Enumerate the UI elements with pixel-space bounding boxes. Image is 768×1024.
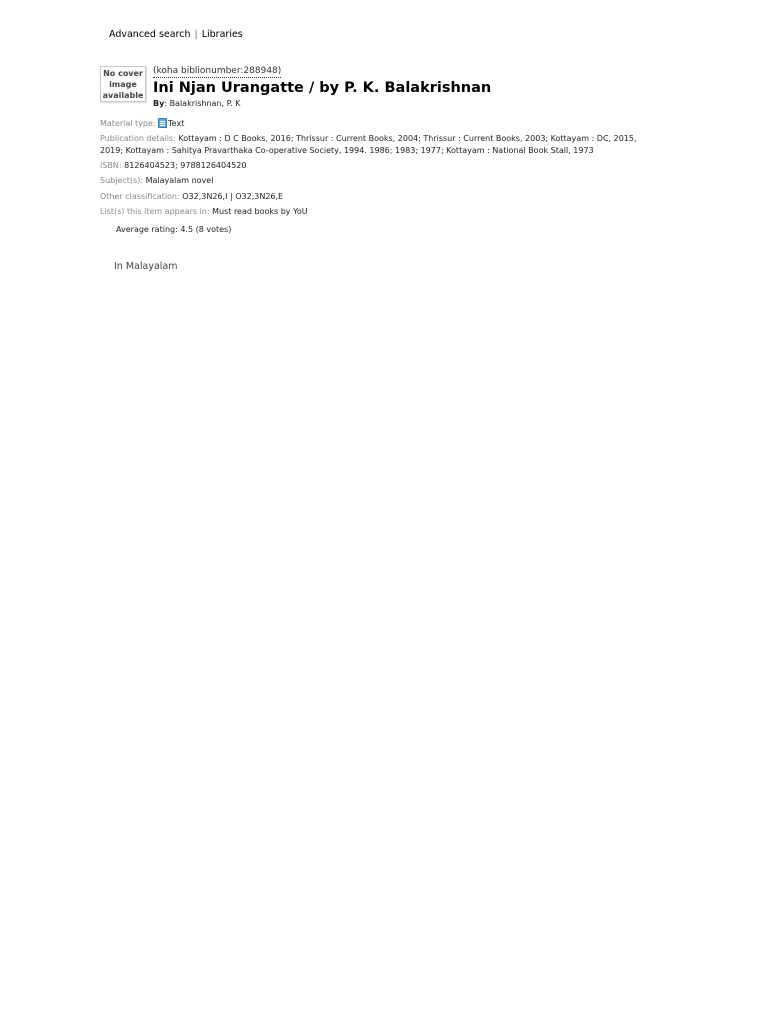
author-link[interactable]: Balakrishnan, P. K xyxy=(169,99,241,108)
author-line: By: Balakrishnan, P. K xyxy=(153,99,241,108)
other-classification-label: Other classification: xyxy=(100,192,180,201)
lists-label: List(s) this item appears in: xyxy=(100,207,210,216)
isbn-field xyxy=(100,160,246,172)
isbn-label: ISBN: xyxy=(100,161,122,170)
language-note: In Malayalam xyxy=(114,261,178,272)
no-cover-image-placeholder: No cover image available xyxy=(100,66,146,102)
libraries-link[interactable]: Libraries xyxy=(201,29,243,40)
subject-link[interactable]: Malayalam novel xyxy=(145,176,214,185)
publication-details-value: Kottayam : D C Books, 2016; Thrissur : Current Books, 2004; Thrissur : Current Books, 2003; Kottayam : DC, 2015, 2019; Kottayam : Sahitya Pravarthaka Co-operative Society, 1994. 1986; 1983; 1977; Kottayam : National Book Stall, 1973 xyxy=(100,134,637,155)
subjects-field xyxy=(100,175,213,187)
material-type-value: Text xyxy=(168,119,185,128)
material-type-label: Material type: xyxy=(100,119,156,128)
average-rating: Average rating: 4.5 (8 votes) xyxy=(116,225,232,234)
other-classification-separator: | xyxy=(229,192,233,201)
other-classification-field xyxy=(100,191,283,203)
record-title: Ini Njan Urangatte / by P. K. Balakrishnan xyxy=(153,80,492,96)
lists-field xyxy=(100,206,308,218)
publication-details-field xyxy=(100,133,660,156)
nav-separator: | xyxy=(194,29,198,40)
by-label: By xyxy=(153,99,165,108)
advanced-search-link[interactable]: Advanced search xyxy=(109,29,191,40)
text-icon xyxy=(158,118,167,128)
top-navigation xyxy=(109,29,243,40)
material-type-field xyxy=(100,118,184,130)
other-classification-value-1: O32,3N26,I xyxy=(182,192,228,201)
other-classification-value-2: O32,3N26,E xyxy=(235,192,284,201)
subjects-label: Subject(s): xyxy=(100,176,144,185)
koha-biblionumber: (koha biblionumber:288948) xyxy=(153,66,282,76)
list-link[interactable]: Must read books by YoU xyxy=(212,207,308,216)
publication-details-label: Publication details: xyxy=(100,134,176,143)
isbn-value: 8126404523; 9788126404520 xyxy=(124,161,247,170)
